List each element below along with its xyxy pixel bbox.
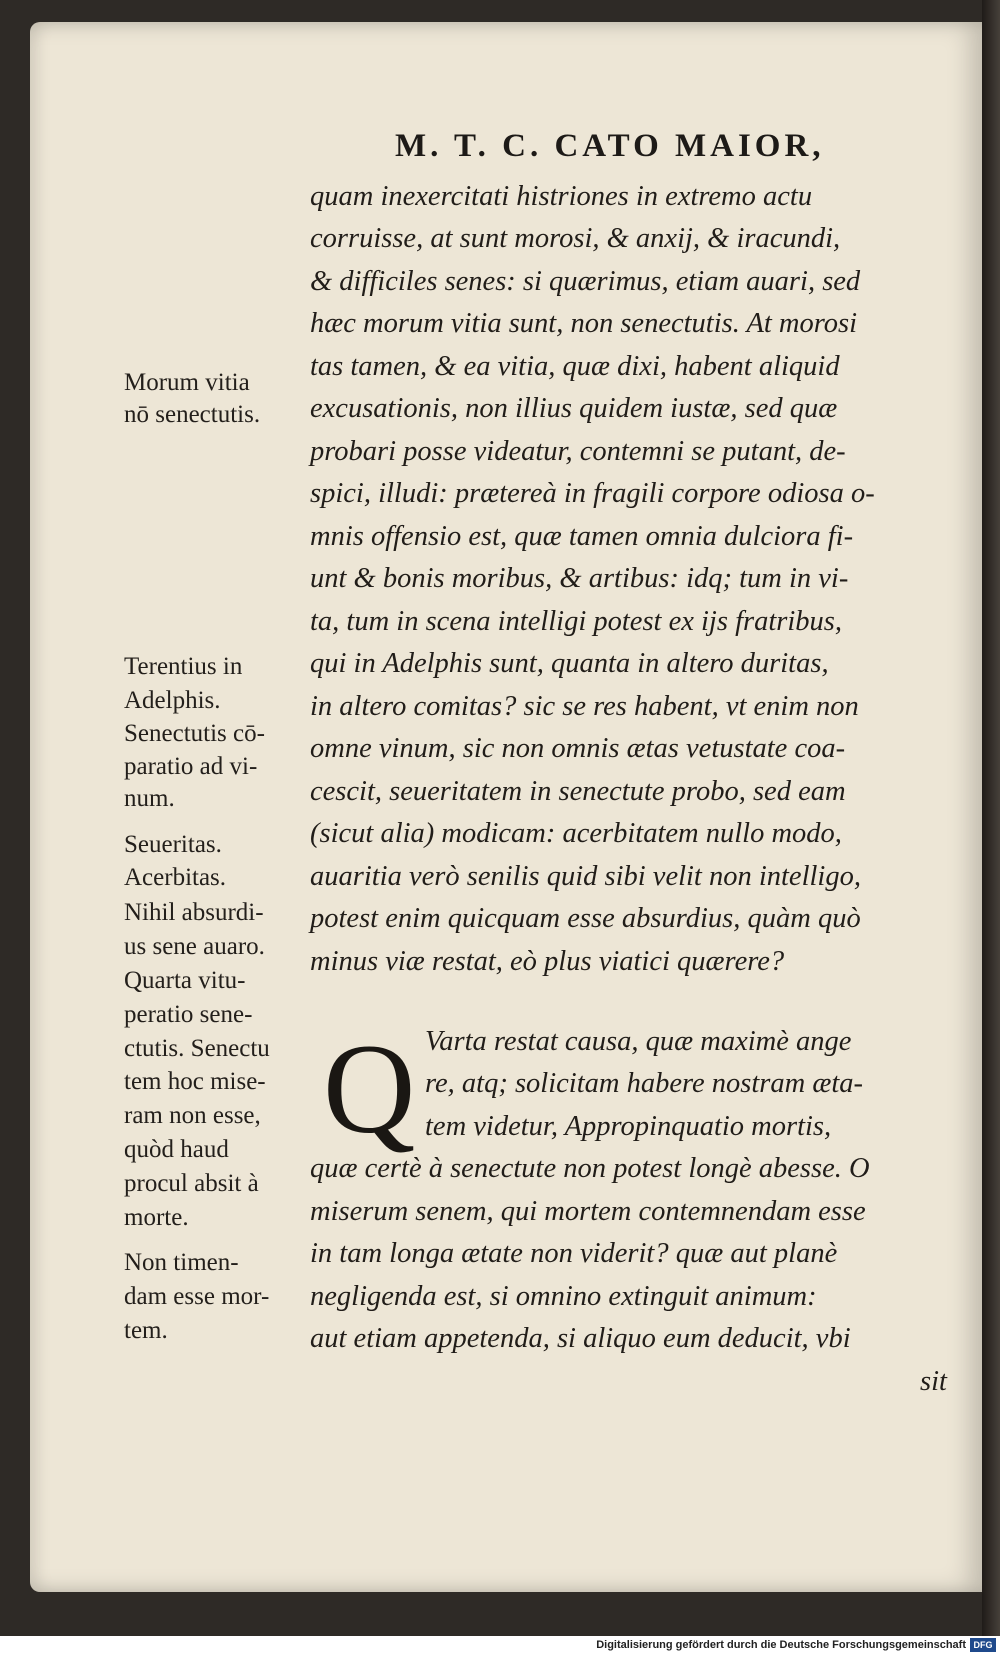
body-line: spici, illudi: prætereà in fragili corpore odiosa o- (310, 478, 875, 509)
book-spine (982, 0, 1000, 1656)
margin-note: us sene auaro. (124, 933, 265, 960)
body-line: unt & bonis moribus, & artibus: idq; tum in vi- (310, 563, 849, 594)
body-line: probari posse videatur, contemni se putant, de- (310, 436, 846, 467)
dfg-logo: DFG (970, 1638, 996, 1652)
margin-note: Morum vitia (124, 369, 250, 396)
margin-note: num. (124, 785, 175, 812)
body-line: re, atq; solicitam habere nostram æta- (425, 1068, 864, 1099)
running-header: M. T. C. CATO MAIOR, (395, 128, 825, 164)
body-line: auaritia verò senilis quid sibi velit non intelligo, (310, 861, 861, 892)
body-line: Varta restat causa, quæ maximè ange (425, 1026, 852, 1057)
body-line: (sicut alia) modicam: acerbitatem nullo modo, (310, 818, 842, 849)
margin-note: ctutis. Senectu (124, 1035, 270, 1062)
margin-note: Non timen- (124, 1249, 239, 1276)
drop-cap-initial: Q (323, 1018, 416, 1160)
body-line: ta, tum in scena intelligi potest ex ijs fratribus, (310, 606, 842, 637)
body-line: negligenda est, si omnino extinguit animum: (310, 1281, 817, 1312)
body-line: in tam longa ætate non viderit? quæ aut planè (310, 1238, 838, 1269)
body-line: in altero comitas? sic se res habent, vt enim non (310, 691, 859, 722)
body-line: corruisse, at sunt morosi, & anxij, & iracundi, (310, 223, 841, 254)
body-line: hæc morum vitia sunt, non senectutis. At morosi (310, 308, 858, 339)
body-line: mnis offensio est, quæ tamen omnia dulciora fi- (310, 521, 854, 552)
body-line: qui in Adelphis sunt, quanta in altero duritas, (310, 648, 829, 679)
body-line: aut etiam appetenda, si aliquo eum deducit, vbi (310, 1323, 851, 1354)
margin-note: morte. (124, 1204, 189, 1231)
margin-note: Acerbitas. (124, 864, 227, 891)
body-line: minus viæ restat, eò plus viatici quærere? (310, 946, 785, 977)
body-line: quæ certè à senectute non potest longè abesse. O (310, 1153, 870, 1184)
margin-note: Senectutis cō- (124, 720, 265, 747)
body-line: cescit, seueritatem in senectute probo, sed eam (310, 776, 846, 807)
margin-note: tem hoc mise- (124, 1068, 266, 1095)
body-line: potest enim quicquam esse absurdius, quàm quò (310, 903, 861, 934)
margin-note: Terentius in (124, 653, 243, 680)
margin-note: peratio sene- (124, 1001, 253, 1028)
margin-note: ram non esse, (124, 1102, 261, 1129)
margin-note: Seueritas. (124, 831, 222, 858)
body-line: tem videtur, Appropinquatio mortis, (425, 1111, 832, 1142)
body-line: & difficiles senes: si quærimus, etiam auari, sed (310, 266, 861, 297)
body-line: omne vinum, sic non omnis ætas vetustate coa- (310, 733, 846, 764)
margin-note: Nihil absurdi- (124, 899, 264, 926)
body-line: miserum senem, qui mortem contemnendam esse (310, 1196, 866, 1227)
body-line: excusationis, non illius quidem iustæ, sed quæ (310, 393, 838, 424)
body-line: quam inexercitati histriones in extremo actu (310, 181, 813, 212)
body-line: tas tamen, & ea vitia, quæ dixi, habent aliquid (310, 351, 840, 382)
margin-note: tem. (124, 1317, 168, 1344)
margin-note: quòd haud (124, 1136, 229, 1163)
margin-note: dam esse mor- (124, 1283, 270, 1310)
margin-note: Quarta vitu- (124, 967, 246, 994)
margin-note: procul absit à (124, 1170, 259, 1197)
margin-note: nō senectutis. (124, 401, 261, 428)
margin-note: Adelphis. (124, 687, 221, 714)
funding-credit: Digitalisierung gefördert durch die Deutsche Forschungsgemeinschaft (596, 1639, 966, 1651)
margin-note: paratio ad vi- (124, 753, 258, 780)
catchword: sit (920, 1366, 947, 1397)
